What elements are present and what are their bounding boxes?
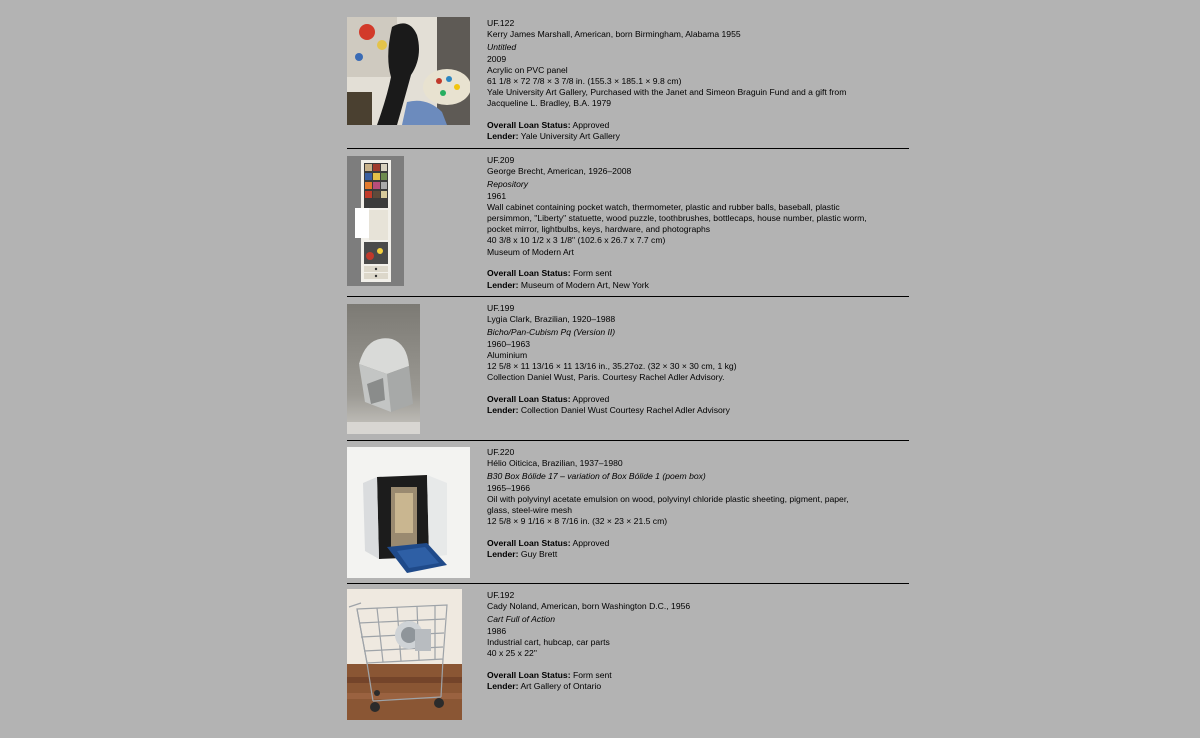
- artwork-title: Untitled: [487, 42, 517, 53]
- loan-status: [487, 120, 867, 131]
- credit-line: Yale University Art Gallery, Purchased with the Janet and Simeon Braguin Fund and a gift from Jacqueline L. Bradley, B.A. 1979: [487, 87, 847, 109]
- loan-status-value: Form sent: [572, 268, 612, 279]
- artist-line: George Brecht, American, 1926–2008: [487, 166, 632, 177]
- artwork-dimensions: 40 x 25 x 22": [487, 648, 537, 659]
- lender: [487, 549, 867, 560]
- loan-status: [487, 670, 867, 681]
- lender: [487, 405, 867, 416]
- loan-status-label: Overall Loan Status:: [487, 268, 571, 279]
- artwork-entry: [347, 584, 909, 738]
- artwork-title: B30 Box Bólide 17 – variation of Box Bólide 1 (poem box): [487, 471, 706, 482]
- credit-line: Museum of Modern Art: [487, 246, 574, 257]
- artwork-details: [487, 447, 867, 560]
- loan-status-label: Overall Loan Status:: [487, 669, 571, 680]
- artwork-dimensions: 12 5/8 × 11 13/16 × 11 13/16 in., 35.27oz. (32 × 30 × 30 cm, 1 kg): [487, 361, 737, 372]
- lender: [487, 681, 867, 692]
- loan-status: [487, 268, 867, 279]
- lender-label: Lender:: [487, 549, 519, 560]
- artwork-medium: Acrylic on PVC panel: [487, 64, 568, 75]
- lender-value: Art Gallery of Ontario: [520, 680, 602, 691]
- loan-status-value: Form sent: [572, 669, 612, 680]
- lender-label: Lender:: [487, 131, 519, 142]
- artwork-date: 1986: [487, 625, 507, 636]
- artwork-entry: [347, 441, 909, 584]
- artist-line: Hélio Oiticica, Brazilian, 1937–1980: [487, 458, 623, 469]
- artwork-medium: Industrial cart, hubcap, car parts: [487, 636, 610, 647]
- artwork-thumbnail[interactable]: [347, 304, 420, 434]
- lender-label: Lender:: [487, 680, 519, 691]
- lender-label: Lender:: [487, 405, 519, 416]
- artist-line: Kerry James Marshall, American, born Birmingham, Alabama 1955: [487, 29, 741, 40]
- object-number: UF.199: [487, 303, 515, 313]
- loan-status: [487, 394, 867, 405]
- lender: [487, 131, 867, 142]
- artwork-title: Bicho/Pan-Cubism Pq (Version II): [487, 327, 616, 338]
- object-number: UF.209: [487, 155, 515, 165]
- artwork-date: 2009: [487, 53, 507, 64]
- loan-status-value: Approved: [572, 120, 610, 131]
- object-number: UF.192: [487, 590, 515, 600]
- artwork-medium: Wall cabinet containing pocket watch, thermometer, plastic and rubber balls, baseball, plastic persimmon, "Liberty" statuette, wood puzzle, toothbrushes, bottlecaps, house number, plastic worm, pocket mirror, lightbulbs, keys, hardware, and photographs: [487, 201, 867, 235]
- artwork-date: 1960–1963: [487, 338, 531, 349]
- artwork-thumbnail[interactable]: [347, 17, 470, 125]
- credit-line: Collection Daniel Wust, Paris. Courtesy Rachel Adler Advisory.: [487, 372, 725, 383]
- loan-status: [487, 538, 867, 549]
- artwork-medium: Aluminium: [487, 349, 528, 360]
- artwork-date: 1965–1966: [487, 482, 531, 493]
- artwork-dimensions: 40 3/8 x 10 1/2 x 3 1/8" (102.6 x 26.7 x 7.7 cm): [487, 235, 666, 246]
- lender-value: Yale University Art Gallery: [520, 131, 620, 142]
- artist-line: Cady Noland, American, born Washington D.C., 1956: [487, 601, 691, 612]
- artwork-details: [487, 303, 867, 416]
- object-number: UF.220: [487, 447, 515, 457]
- artwork-details: [487, 590, 867, 692]
- artist-line: Lygia Clark, Brazilian, 1920–1988: [487, 314, 616, 325]
- artwork-date: 1961: [487, 190, 507, 201]
- artwork-entry: [347, 0, 909, 149]
- artwork-dimensions: 61 1/8 × 72 7/8 × 3 7/8 in. (155.3 × 185.1 × 9.8 cm): [487, 76, 682, 87]
- lender-label: Lender:: [487, 279, 519, 290]
- artwork-entry: [347, 297, 909, 441]
- lender-value: Collection Daniel Wust Courtesy Rachel Adler Advisory: [520, 405, 730, 416]
- artwork-entry: [347, 149, 909, 297]
- loan-status-label: Overall Loan Status:: [487, 120, 571, 131]
- artwork-details: [487, 155, 867, 291]
- artwork-details: [487, 18, 867, 143]
- artwork-thumbnail[interactable]: [347, 156, 404, 286]
- artwork-dimensions: 12 5/8 × 9 1/16 × 8 7/16 in. (32 × 23 × 21.5 cm): [487, 516, 668, 527]
- artwork-title: Cart Full of Action: [487, 614, 555, 625]
- object-number: UF.122: [487, 18, 515, 28]
- lender: [487, 280, 867, 291]
- lender-value: Museum of Modern Art, New York: [520, 279, 649, 290]
- loan-status-value: Approved: [572, 537, 610, 548]
- artwork-medium: Oil with polyvinyl acetate emulsion on wood, polyvinyl chloride plastic sheeting, pigment, paper, glass, steel-wire mesh: [487, 493, 849, 516]
- artwork-title: Repository: [487, 179, 529, 190]
- loan-status-label: Overall Loan Status:: [487, 393, 571, 404]
- lender-value: Guy Brett: [520, 549, 558, 560]
- loan-status-label: Overall Loan Status:: [487, 537, 571, 548]
- artwork-thumbnail[interactable]: [347, 589, 462, 720]
- artwork-thumbnail[interactable]: [347, 447, 470, 578]
- loan-status-value: Approved: [572, 393, 610, 404]
